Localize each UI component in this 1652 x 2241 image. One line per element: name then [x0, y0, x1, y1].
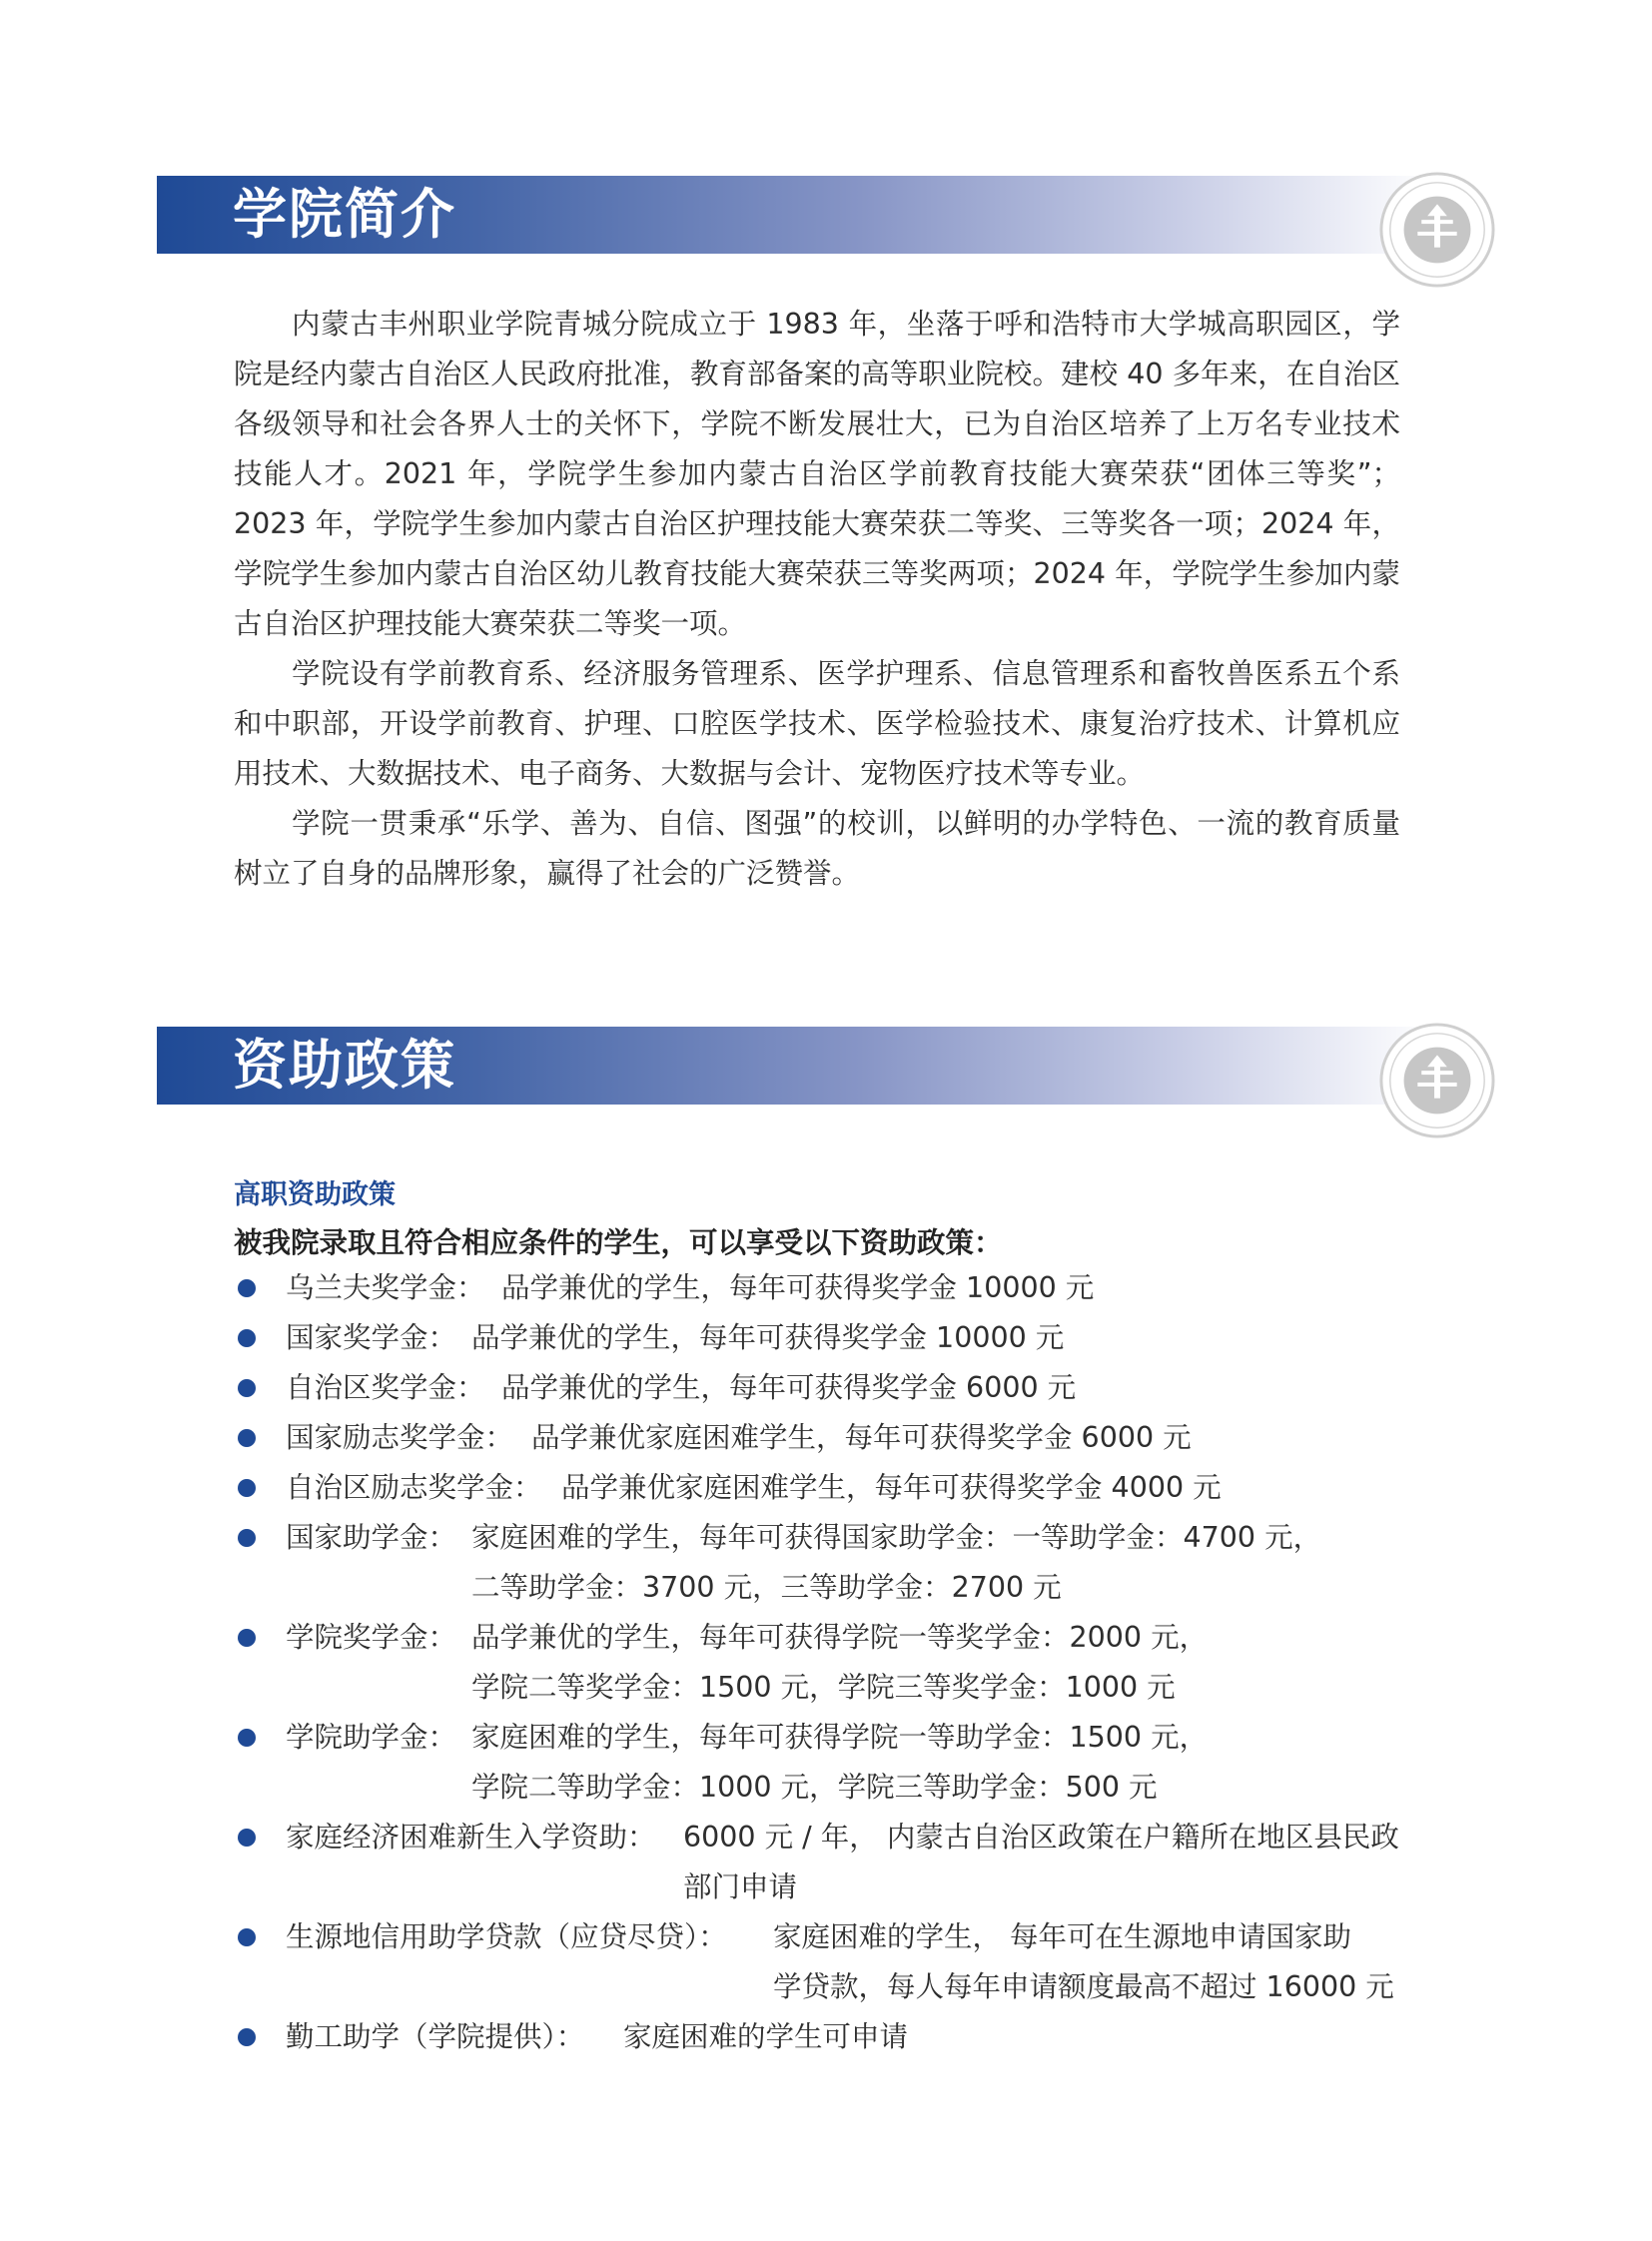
bullet-dot-icon	[238, 1629, 256, 1647]
item-desc: 品学兼优家庭困难学生，每年可获得奖学金 4000 元	[561, 1471, 1222, 1504]
item-desc-continued: 学院二等奖学金：1500 元，学院三等奖学金：1000 元	[471, 1671, 1176, 1704]
item-label: 学院助学金：	[286, 1721, 457, 1754]
bullet-dot-icon	[238, 1279, 256, 1297]
item-label: 学院奖学金：	[286, 1621, 457, 1654]
item-label: 乌兰夫奖学金：	[286, 1271, 485, 1304]
bullet-dot-icon	[238, 1479, 256, 1497]
bullet-dot-icon	[238, 1829, 256, 1847]
item-label: 国家助学金：	[286, 1521, 457, 1554]
item-desc: 家庭困难的学生，每年可获得学院一等助学金：1500 元，	[471, 1721, 1209, 1754]
item-desc: 品学兼优的学生，每年可获得奖学金 6000 元	[501, 1371, 1077, 1404]
bullet-dot-icon	[238, 1429, 256, 1447]
bullet-dot-icon	[238, 1379, 256, 1397]
item-desc-continued: 学院二等助学金：1000 元，学院三等助学金：500 元	[471, 1771, 1158, 1804]
item-label: 国家奖学金：	[286, 1321, 457, 1354]
section-header-aid	[157, 1027, 1435, 1105]
item-desc: 品学兼优的学生，每年可获得奖学金 10000 元	[471, 1321, 1065, 1354]
item-label: 自治区励志奖学金：	[286, 1471, 542, 1504]
college-seal-icon	[1378, 1022, 1496, 1139]
item-desc: 6000 元 / 年， 内蒙古自治区政策在户籍所在地区县民政	[683, 1821, 1399, 1854]
item-desc-continued: 部门申请	[683, 1870, 798, 1903]
aid-subheading: 高职资助政策	[234, 1179, 396, 1210]
item-desc: 家庭困难的学生可申请	[623, 2020, 909, 2053]
item-label: 勤工助学（学院提供）：	[286, 2020, 585, 2053]
college-seal-icon	[1378, 171, 1496, 289]
item-desc: 品学兼优的学生，每年可获得奖学金 10000 元	[501, 1271, 1095, 1304]
item-label: 自治区奖学金：	[286, 1371, 485, 1404]
item-label: 家庭经济困难新生入学资助：	[286, 1821, 656, 1854]
bullet-dot-icon	[238, 1729, 256, 1747]
item-label: 国家励志奖学金：	[286, 1421, 514, 1454]
item-label: 生源地信用助学贷款（应贷尽贷）：	[286, 1920, 727, 1953]
item-desc-continued: 学贷款，每人每年申请额度最高不超过 16000 元	[773, 1970, 1394, 2003]
intro-paragraph-2: 学院设有学前教育系、经济服务管理系、医学护理系、信息管理系和畜牧兽医系五个系和中职部，开设学前教育、护理、口腔医学技术、医学检验技术、康复治疗技术、计算机应用技术、大数据技术、电子商务、大数据与会计、宠物医疗技术等专业。	[234, 657, 1400, 790]
section-title: 学院简介	[233, 183, 456, 246]
item-desc-continued: 二等助学金：3700 元，三等助学金：2700 元	[471, 1571, 1062, 1604]
item-desc: 家庭困难的学生， 每年可在生源地申请国家助	[773, 1920, 1352, 1953]
aid-intro: 被我院录取且符合相应条件的学生，可以享受以下资助政策：	[234, 1226, 1003, 1259]
item-desc: 品学兼优家庭困难学生，每年可获得奖学金 6000 元	[531, 1421, 1192, 1454]
bullet-dot-icon	[238, 2028, 256, 2046]
section-title: 资助政策	[233, 1034, 456, 1097]
section-header-intro	[157, 176, 1435, 254]
item-desc: 家庭困难的学生，每年可获得国家助学金：一等助学金：4700 元，	[471, 1521, 1322, 1554]
bullet-dot-icon	[238, 1928, 256, 1946]
item-desc: 品学兼优的学生，每年可获得学院一等奖学金：2000 元，	[471, 1621, 1209, 1654]
intro-paragraph-1: 内蒙古丰州职业学院青城分院成立于 1983 年，坐落于呼和浩特市大学城高职园区，学院是经内蒙古自治区人民政府批准，教育部备案的高等职业院校。建校 40 多年来，在自治区各级领导和社会各界人士的关怀下，学院不断发展壮大，已为自治区培养了上万名专业技术技能人才。2021 年，学院学生参加内蒙古自治区学前教育技能大赛荣获“团体三等奖”；2023 年，学院学生参加内蒙古自治区护理技能大赛荣获二等奖、三等奖各一项；2024 年，学院学生参加内蒙古自治区幼儿教育技能大赛荣获三等奖两项；2024 年，学院学生参加内蒙古自治区护理技能大赛荣获二等奖一项。	[234, 308, 1400, 640]
bullet-dot-icon	[238, 1329, 256, 1347]
bullet-dot-icon	[238, 1529, 256, 1547]
intro-paragraph-3: 学院一贯秉承“乐学、善为、自信、图强”的校训，以鲜明的办学特色、一流的教育质量树立了自身的品牌形象，赢得了社会的广泛赞誉。	[234, 807, 1400, 890]
